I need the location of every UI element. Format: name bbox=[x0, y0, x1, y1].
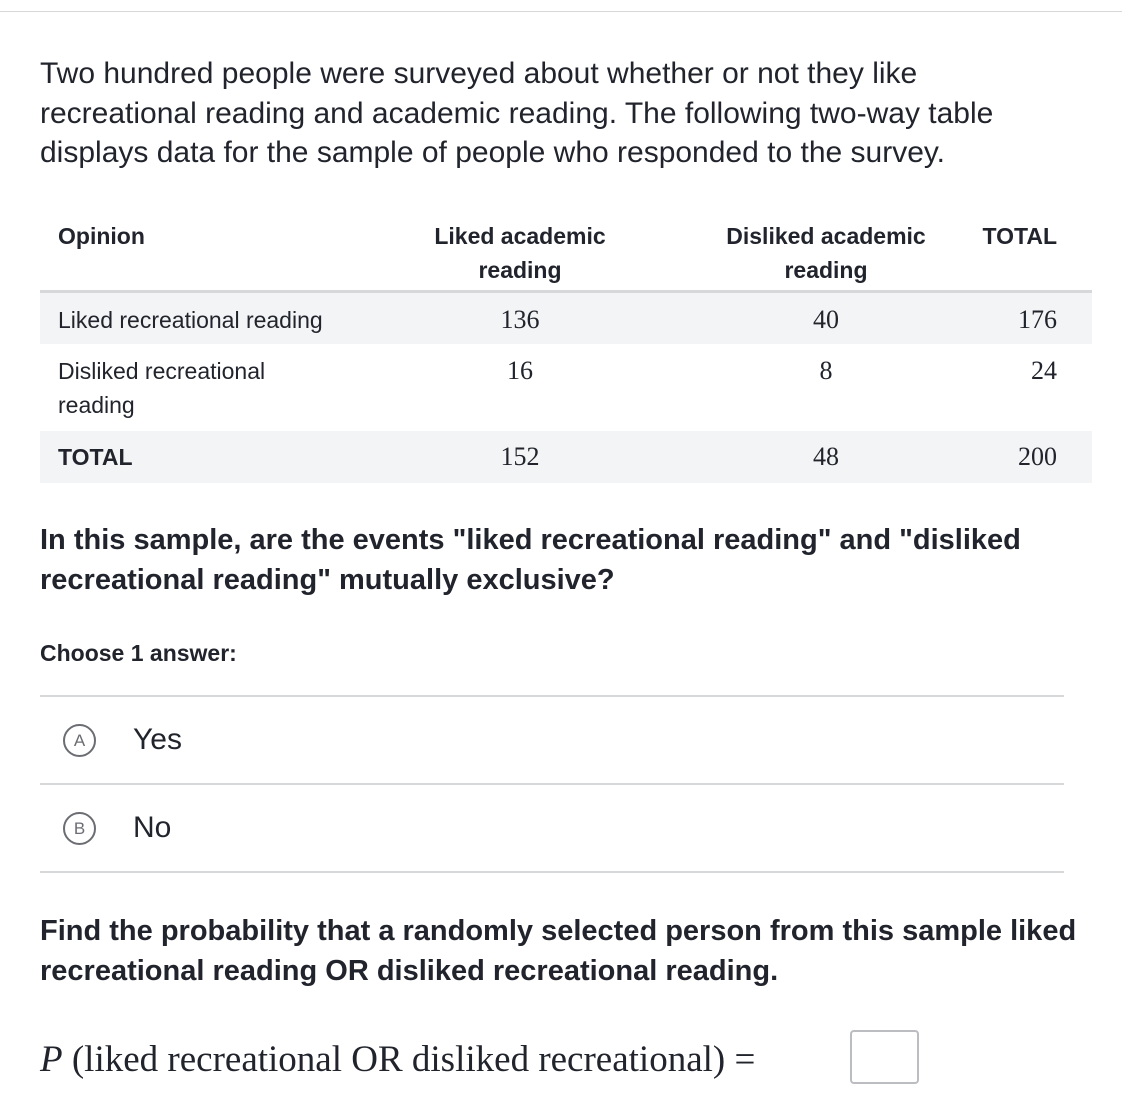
cell-disliked-academic: 40 bbox=[813, 305, 839, 334]
choice-a-text: Yes bbox=[133, 723, 182, 756]
choice-a[interactable] bbox=[40, 695, 1064, 783]
answer-choices bbox=[40, 695, 1064, 873]
choice-b[interactable] bbox=[40, 783, 1064, 873]
choice-a-letter-badge: A bbox=[63, 724, 96, 757]
choose-prompt: Choose 1 answer: bbox=[40, 640, 237, 666]
header-opinion: Opinion bbox=[58, 223, 145, 249]
equation-variable: P bbox=[40, 1039, 63, 1080]
question-probability: Find the probability that a randomly selected person from this sample liked recreational reading OR disliked recreational reading. bbox=[40, 915, 1077, 987]
equation-expression: (liked recreational OR disliked recreational) bbox=[71, 1039, 726, 1080]
choice-b-text: No bbox=[133, 811, 172, 844]
table-row bbox=[40, 344, 1092, 431]
cell-total: 24 bbox=[1031, 356, 1057, 385]
cell-disliked-academic: 48 bbox=[813, 442, 839, 471]
intro-text: Two hundred people were surveyed about whether or not they like recreational reading and academic reading. The following two-way table displays data for the sample of people who responded to the survey. bbox=[40, 57, 994, 169]
cell-total: 176 bbox=[1018, 305, 1057, 334]
cell-liked-academic: 136 bbox=[500, 305, 540, 334]
question-mutually-exclusive: In this sample, are the events "liked recreational reading" and "disliked recreational reading" mutually exclusive? bbox=[40, 524, 1021, 596]
row-label: TOTAL bbox=[58, 444, 133, 470]
header-total: TOTAL bbox=[982, 223, 1057, 249]
choice-b-letter-badge: B bbox=[63, 812, 96, 845]
cell-disliked-academic: 8 bbox=[819, 356, 833, 385]
header-liked-academic: Liked academic reading bbox=[434, 223, 606, 283]
table-row bbox=[40, 293, 1092, 344]
header-disliked-academic: Disliked academic reading bbox=[726, 223, 926, 283]
cell-total: 200 bbox=[1018, 442, 1057, 471]
answer-input[interactable] bbox=[850, 1030, 919, 1084]
cell-liked-academic: 152 bbox=[500, 442, 540, 471]
table-row-total bbox=[40, 431, 1092, 483]
two-way-table bbox=[40, 214, 1092, 483]
equation-equals: = bbox=[734, 1039, 756, 1080]
row-label: Liked recreational reading bbox=[58, 307, 323, 333]
table-header-row bbox=[40, 214, 1092, 293]
top-divider bbox=[0, 11, 1122, 12]
probability-equation bbox=[40, 1036, 755, 1084]
row-label: Disliked recreational reading bbox=[58, 358, 266, 418]
cell-liked-academic: 16 bbox=[507, 356, 533, 385]
